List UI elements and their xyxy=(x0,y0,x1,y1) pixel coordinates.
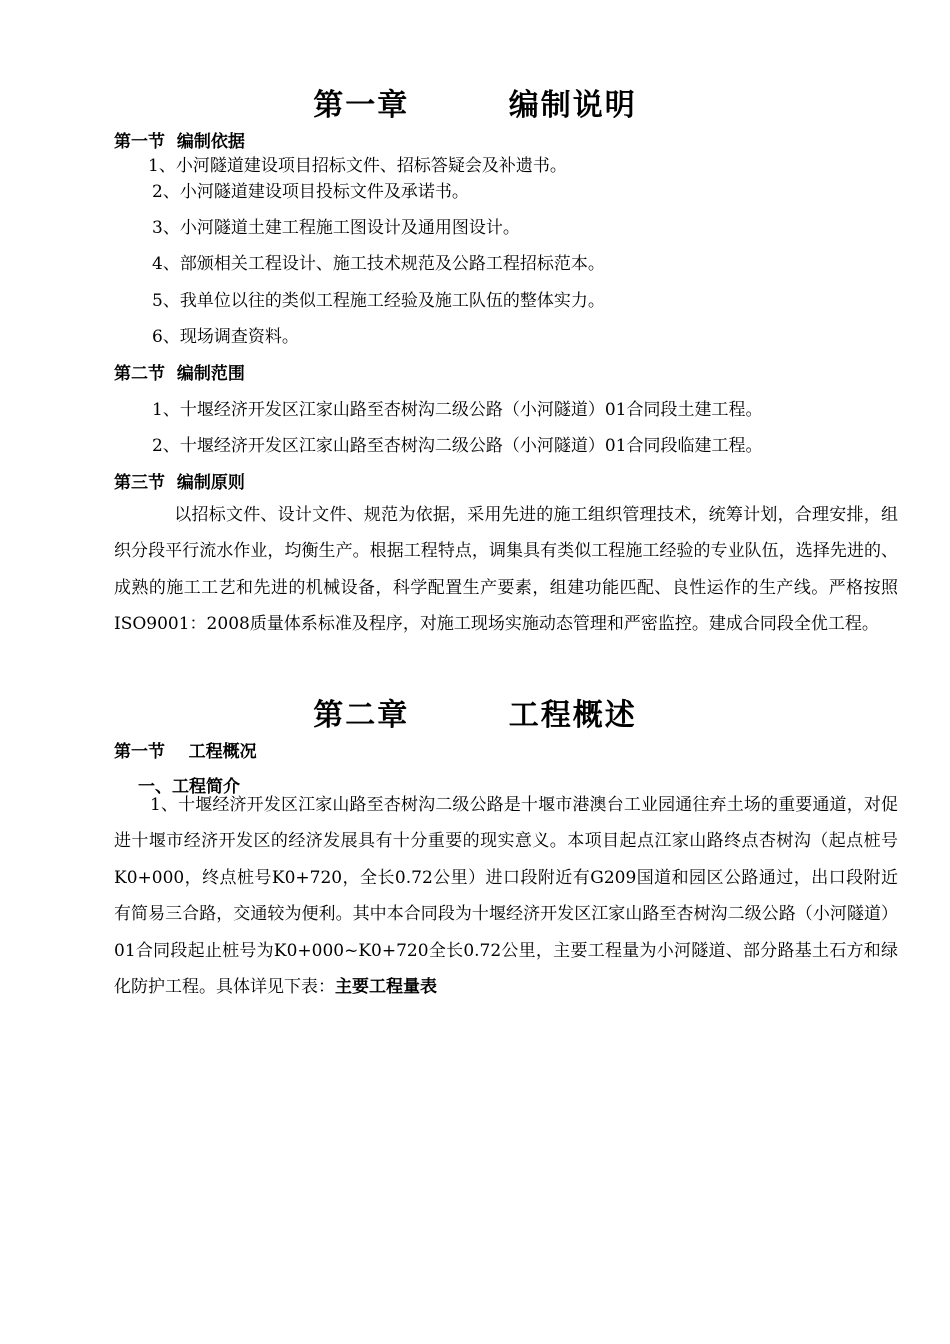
intro-paragraph xyxy=(114,787,898,1005)
basis-item-1: 1、小河隧道建设项目招标文件、招标答疑会及补遗书。 xyxy=(148,156,567,176)
principle-text: 以招标文件、设计文件、规范为依据，采用先进的施工组织管理技术，统筹计划，合理安排，组织分段平行流水作业，均衡生产。根据工程特点，调集具有类似工程施工经验的专业队伍，选择先进的、成熟的施工工艺和先进的机械设备，科学配置生产要素，组建功能匹配、良性运作的生产线。严格按照ISO9001：2008质量体系标准及程序，对施工现场实施动态管理和严密监控。建成合同段全优工程。 xyxy=(114,505,898,635)
basis-item-5: 5、我单位以往的类似工程施工经验及施工队伍的整体实力。 xyxy=(152,291,605,311)
section-basis-heading: 第一节 编制依据 xyxy=(114,132,245,152)
intro-text: 1、十堰经济开发区江家山路至杏树沟二级公路是十堰市港澳台工业园通往弃土场的重要通道，对促进十堰市经济开发区的经济发展具有十分重要的现实意义。本项目起点江家山路终点杏树沟（起点桩号K0+000，终点桩号K0+720，全长0.72公里）进口段附近有G209国道和园区公路通过，出口段附近有简易三合路，交通较为便利。其中本合同段为十堰经济开发区江家山路至杏树沟二级公路（小河隧道）01合同段起止桩号为K0+000~K0+720全长0.72公里，主要工程量为小河隧道、部分路基土石方和绿化防护工程。具体详见下表： xyxy=(114,795,898,998)
scope-item-2: 2、十堰经济开发区江家山路至杏树沟二级公路（小河隧道）01合同段临建工程。 xyxy=(152,436,763,456)
scope-item-1: 1、十堰经济开发区江家山路至杏树沟二级公路（小河隧道）01合同段土建工程。 xyxy=(152,400,763,420)
chapter-1-title: 第一章 编制说明 xyxy=(313,88,637,123)
principle-paragraph xyxy=(114,497,898,643)
section-scope-heading: 第二节 编制范围 xyxy=(114,364,245,384)
subsection-intro-heading: 一、工程简介 xyxy=(138,777,240,797)
chapter-2-title: 第二章 工程概述 xyxy=(313,698,637,733)
basis-item-2: 2、小河隧道建设项目投标文件及承诺书。 xyxy=(152,182,469,202)
table-caption: 主要工程量表 xyxy=(335,977,437,998)
basis-item-3: 3、小河隧道土建工程施工图设计及通用图设计。 xyxy=(152,218,520,238)
basis-item-4: 4、部颁相关工程设计、施工技术规范及公路工程招标范本。 xyxy=(152,254,605,274)
section-overview-heading: 第一节 工程概况 xyxy=(114,742,257,762)
basis-item-6: 6、现场调查资料。 xyxy=(152,327,299,347)
section-principle-heading: 第三节 编制原则 xyxy=(114,473,245,493)
